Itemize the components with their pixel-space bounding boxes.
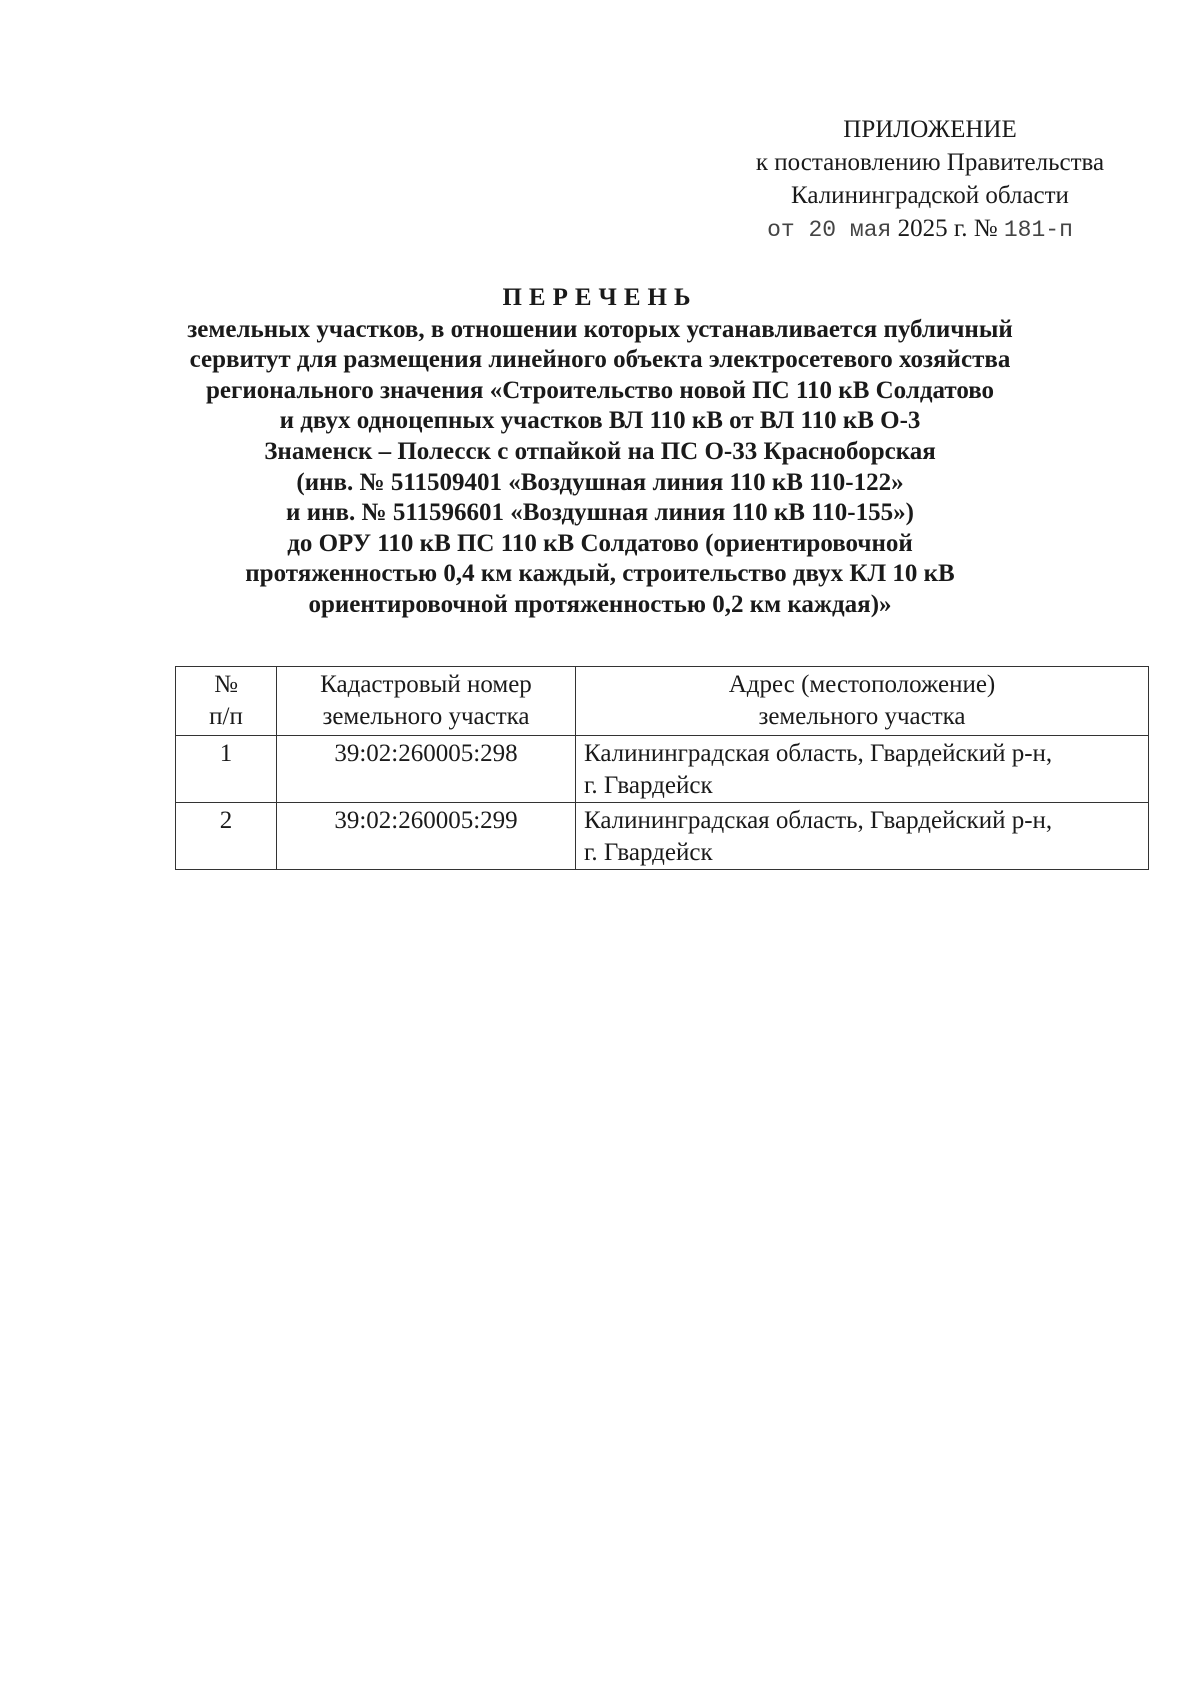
appendix-number-stamp: 181-п (1003, 217, 1073, 243)
row-address-line2: г. Гвардейск (584, 839, 713, 866)
table-row (176, 736, 1149, 803)
land-plots-table (175, 666, 1149, 870)
appendix-header (700, 113, 1160, 247)
row-address (576, 803, 1149, 870)
heading-line: и двух одноцепных участков ВЛ 110 кВ от ВЛ 110 кВ О-3 (279, 407, 921, 435)
row-address-line2: г. Гвардейск (584, 772, 713, 799)
document-title: ПЕРЕЧЕНЬ (502, 284, 698, 311)
appendix-title: ПРИЛОЖЕНИЕ (843, 116, 1017, 143)
table-header-row (176, 667, 1149, 736)
heading-line: и инв. № 511596601 «Воздушная линия 110 кВ 110-155») (286, 499, 914, 527)
header-cadastral-line1: Кадастровый номер (320, 671, 532, 698)
document-heading (150, 283, 1050, 621)
heading-line: (инв. № 511509401 «Воздушная линия 110 кВ 110-122» (296, 468, 904, 496)
appendix-date-year: 2025 г. № (897, 215, 998, 242)
row-number: 1 (176, 736, 277, 803)
header-cadastral-line2: земельного участка (322, 703, 530, 730)
header-number-line2: п/п (209, 703, 243, 730)
row-cadastral: 39:02:260005:299 (277, 803, 576, 870)
header-address-line2: земельного участка (758, 703, 966, 730)
row-address-line1: Калининградская область, Гвардейский р-н, (584, 807, 1053, 834)
heading-line: ориентировочной протяженностью 0,2 км каждая)» (308, 590, 892, 618)
header-number (176, 667, 277, 736)
heading-line: регионального значения «Строительство новой ПС 110 кВ Солдатово (205, 376, 995, 404)
row-address-line1: Калининградская область, Гвардейский р-н, (584, 740, 1053, 767)
heading-line: сервитут для размещения линейного объекта электросетевого хозяйства (189, 346, 1011, 374)
appendix-line-decree: к постановлению Правительства (755, 149, 1105, 176)
appendix-line-region: Калининградской области (791, 182, 1069, 209)
heading-line: до ОРУ 110 кВ ПС 110 кВ Солдатово (ориентировочной (287, 529, 913, 557)
heading-line: протяженностью 0,4 км каждый, строительство двух КЛ 10 кВ (245, 560, 955, 588)
header-address (576, 667, 1149, 736)
header-number-line1: № (214, 671, 238, 698)
row-cadastral: 39:02:260005:298 (277, 736, 576, 803)
appendix-date-line (680, 212, 1160, 247)
heading-line: Знаменск – Полесск с отпайкой на ПС О-33 Красноборская (264, 437, 936, 465)
heading-line: земельных участков, в отношении которых устанавливается публичный (187, 315, 1013, 343)
row-address (576, 736, 1149, 803)
row-number: 2 (176, 803, 277, 870)
table-row (176, 803, 1149, 870)
appendix-date-stamp: от 20 мая (767, 217, 892, 243)
header-cadastral (277, 667, 576, 736)
header-address-line1: Адрес (местоположение) (728, 671, 996, 698)
